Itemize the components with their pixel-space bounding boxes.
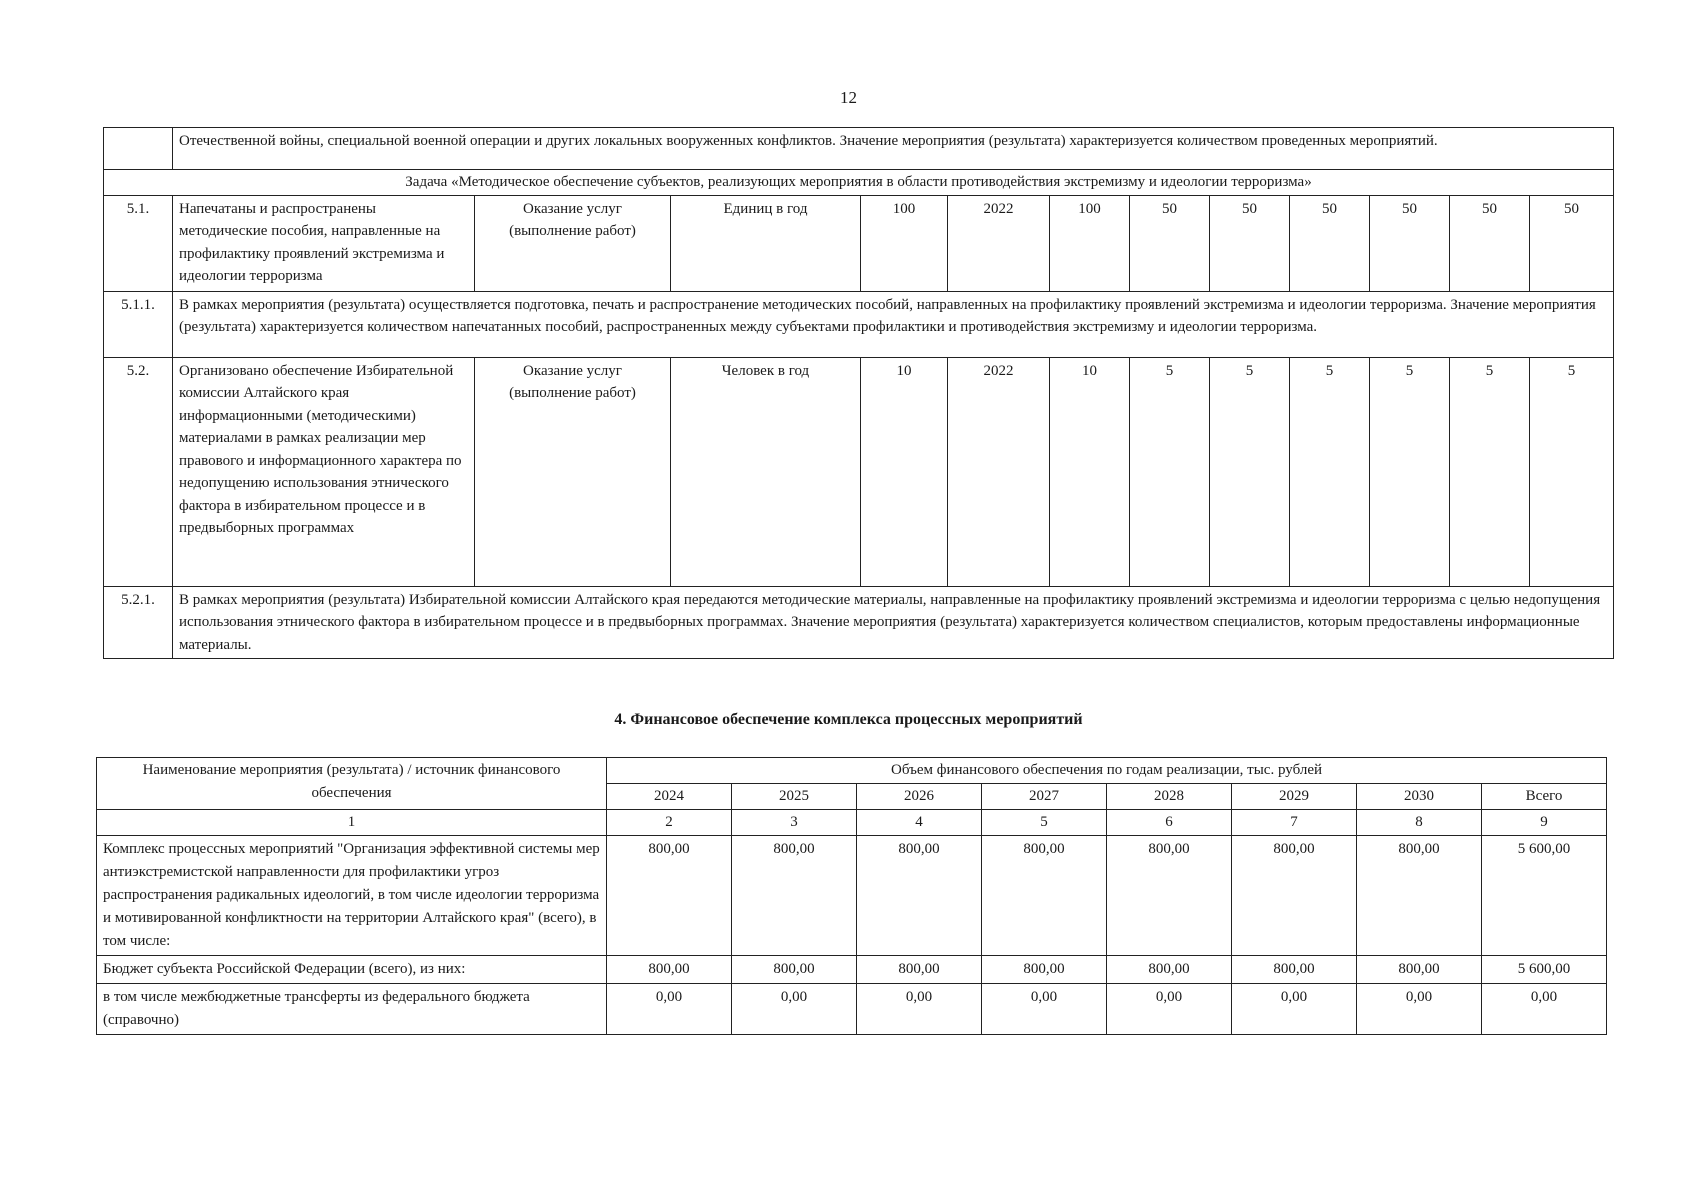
name-column-header: Наименование мероприятия (результата) / источник финансового обеспечения: [97, 758, 607, 810]
base-value: 10: [861, 357, 948, 586]
finance-value: 800,00: [1357, 956, 1482, 984]
finance-value: 800,00: [1107, 836, 1232, 956]
task-header: Задача «Методическое обеспечение субъектов, реализующих мероприятия в области противодействия экстремизму и идеологии терроризма»: [104, 170, 1614, 196]
year-value: 50: [1290, 195, 1370, 291]
base-year: 2022: [948, 357, 1050, 586]
finance-value: 800,00: [607, 956, 732, 984]
page-number: 12: [840, 88, 857, 107]
column-number: 5: [982, 810, 1107, 836]
year-header: 2025: [732, 784, 857, 810]
finance-row: [97, 956, 1607, 984]
section-title: 4. Финансовое обеспечение комплекса процессных мероприятий: [614, 711, 1083, 728]
row-number: 5.2.1.: [104, 586, 173, 659]
column-number: 1: [97, 810, 607, 836]
finance-value: 800,00: [1107, 956, 1232, 984]
year-header: 2026: [857, 784, 982, 810]
finance-total: 0,00: [1482, 984, 1607, 1035]
base-year: 2022: [948, 195, 1050, 291]
year-value: 50: [1210, 195, 1290, 291]
description-row: [104, 291, 1614, 357]
finance-value: 0,00: [1357, 984, 1482, 1035]
unit-of-measure: Человек в год: [671, 357, 861, 586]
year-header: 2027: [982, 784, 1107, 810]
year-value: 50: [1450, 195, 1530, 291]
column-number: 9: [1482, 810, 1607, 836]
year-value: 100: [1050, 195, 1130, 291]
year-value: 50: [1370, 195, 1450, 291]
finance-total: 5 600,00: [1482, 836, 1607, 956]
row-number: 5.2.: [104, 357, 173, 586]
finance-row-name: Комплекс процессных мероприятий "Организация эффективной системы мер антиэкстремистской направленности для профилактики угроз распространения радикальных идеологий, в том числе идеологии терроризма и мотивированной конфликтности на территории Алтайского края" (всего), в том числе:: [97, 836, 607, 956]
base-value: 100: [861, 195, 948, 291]
column-numbers-row: [97, 810, 1607, 836]
finance-value: 0,00: [857, 984, 982, 1035]
row-number: 5.1.: [104, 195, 173, 291]
year-value: 50: [1530, 195, 1614, 291]
row-number-cell: [104, 128, 173, 170]
finance-value: 0,00: [1107, 984, 1232, 1035]
finance-value: 800,00: [982, 956, 1107, 984]
year-value: 10: [1050, 357, 1130, 586]
finance-value: 800,00: [982, 836, 1107, 956]
finance-row-name: Бюджет субъекта Российской Федерации (всего), из них:: [97, 956, 607, 984]
finance-value: 0,00: [982, 984, 1107, 1035]
volume-header: Объем финансового обеспечения по годам реализации, тыс. рублей: [607, 758, 1607, 784]
finance-value: 800,00: [857, 956, 982, 984]
year-value: 5: [1370, 357, 1450, 586]
year-value: 5: [1130, 357, 1210, 586]
year-header: 2024: [607, 784, 732, 810]
year-header: 2030: [1357, 784, 1482, 810]
column-number: 4: [857, 810, 982, 836]
finance-value: 800,00: [732, 836, 857, 956]
finance-table: [96, 757, 1607, 1035]
column-number: 2: [607, 810, 732, 836]
finance-value: 800,00: [607, 836, 732, 956]
result-type: Оказание услуг (выполнение работ): [475, 357, 671, 586]
result-description: В рамках мероприятия (результата) осуществляется подготовка, печать и распространение методических пособий, направленных на профилактику проявлений экстремизма и идеологии терроризма. Значение мероприятия (результата) характеризуется количеством напечатанных пособий, распространенных между субъектами профилактики и противодействия экстремизму и идеологии терроризма.: [173, 291, 1614, 357]
year-value: 5: [1450, 357, 1530, 586]
finance-value: 0,00: [732, 984, 857, 1035]
finance-total: 5 600,00: [1482, 956, 1607, 984]
finance-value: 800,00: [1232, 956, 1357, 984]
finance-value: 800,00: [1357, 836, 1482, 956]
finance-row-name: в том числе межбюджетные трансферты из федерального бюджета (справочно): [97, 984, 607, 1035]
column-number: 3: [732, 810, 857, 836]
description-row: [104, 586, 1614, 659]
column-number: 8: [1357, 810, 1482, 836]
year-header: 2028: [1107, 784, 1232, 810]
finance-value: 800,00: [857, 836, 982, 956]
finance-value: 0,00: [1232, 984, 1357, 1035]
continuation-text: Отечественной войны, специальной военной операции и других локальных вооруженных конфликтов. Значение мероприятия (результата) характеризуется количеством проведенных мероприятий.: [173, 128, 1614, 170]
result-row: [104, 357, 1614, 586]
finance-header-row: [97, 758, 1607, 784]
finance-value: 800,00: [732, 956, 857, 984]
result-row: [104, 195, 1614, 291]
year-value: 50: [1130, 195, 1210, 291]
year-value: 5: [1530, 357, 1614, 586]
result-name: Напечатаны и распространены методические пособия, направленные на профилактику проявлений экстремизма и идеологии терроризма: [173, 195, 475, 291]
continuation-row: [104, 128, 1614, 170]
row-number: 5.1.1.: [104, 291, 173, 357]
total-header: Всего: [1482, 784, 1607, 810]
unit-of-measure: Единиц в год: [671, 195, 861, 291]
year-header: 2029: [1232, 784, 1357, 810]
finance-value: 800,00: [1232, 836, 1357, 956]
task-header-row: [104, 170, 1614, 196]
finance-row: [97, 984, 1607, 1035]
result-description: В рамках мероприятия (результата) Избирательной комиссии Алтайского края передаются методические материалы, направленные на профилактику проявлений экстремизма и идеологии терроризма с целью недопущения использования этнического фактора в избирательном процессе и в предвыборных программах. Значение мероприятия (результата) характеризуется количеством специалистов, которым предоставлены информационные материалы.: [173, 586, 1614, 659]
result-type: Оказание услуг (выполнение работ): [475, 195, 671, 291]
result-name: Организовано обеспечение Избирательной комиссии Алтайского края информационными (методическими) материалами в рамках реализации мер правового и информационного характера по недопущению использования этнического фактора в избирательном процессе и в предвыборных программах: [173, 357, 475, 586]
year-value: 5: [1290, 357, 1370, 586]
finance-row: [97, 836, 1607, 956]
finance-value: 0,00: [607, 984, 732, 1035]
year-value: 5: [1210, 357, 1290, 586]
column-number: 6: [1107, 810, 1232, 836]
column-number: 7: [1232, 810, 1357, 836]
indicators-table: [103, 127, 1614, 659]
